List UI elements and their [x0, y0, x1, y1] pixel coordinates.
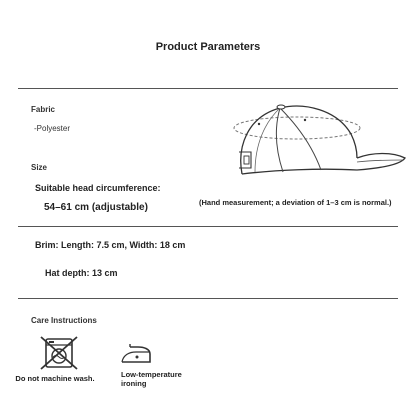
no-machine-wash-icon	[38, 335, 80, 371]
hat-depth: Hat depth: 13 cm	[45, 268, 118, 278]
page-title: Product Parameters	[155, 41, 261, 53]
measurement-note: (Hand measurement; a deviation of 1–3 cm is normal.)	[199, 198, 392, 207]
size-label: Size	[31, 163, 48, 172]
baseball-cap-illustration	[225, 92, 410, 192]
head-circumference-label: Suitable head circumference:	[35, 183, 161, 193]
fabric-label: Fabric	[31, 105, 56, 114]
low-temperature-ironing-label: Low-temperature ironing	[121, 370, 182, 388]
no-machine-wash-label: Do not machine wash.	[15, 374, 95, 383]
fabric-value: -Polyester	[34, 124, 71, 133]
brim-dimensions: Brim: Length: 7.5 cm, Width: 18 cm	[35, 240, 186, 250]
middle-divider	[18, 226, 398, 227]
lower-divider	[18, 298, 398, 299]
care-instructions-label: Care Instructions	[31, 316, 97, 325]
low-temperature-iron-icon	[120, 342, 152, 366]
head-circumference-value: 54–61 cm (adjustable)	[44, 202, 148, 213]
top-divider	[18, 88, 398, 89]
